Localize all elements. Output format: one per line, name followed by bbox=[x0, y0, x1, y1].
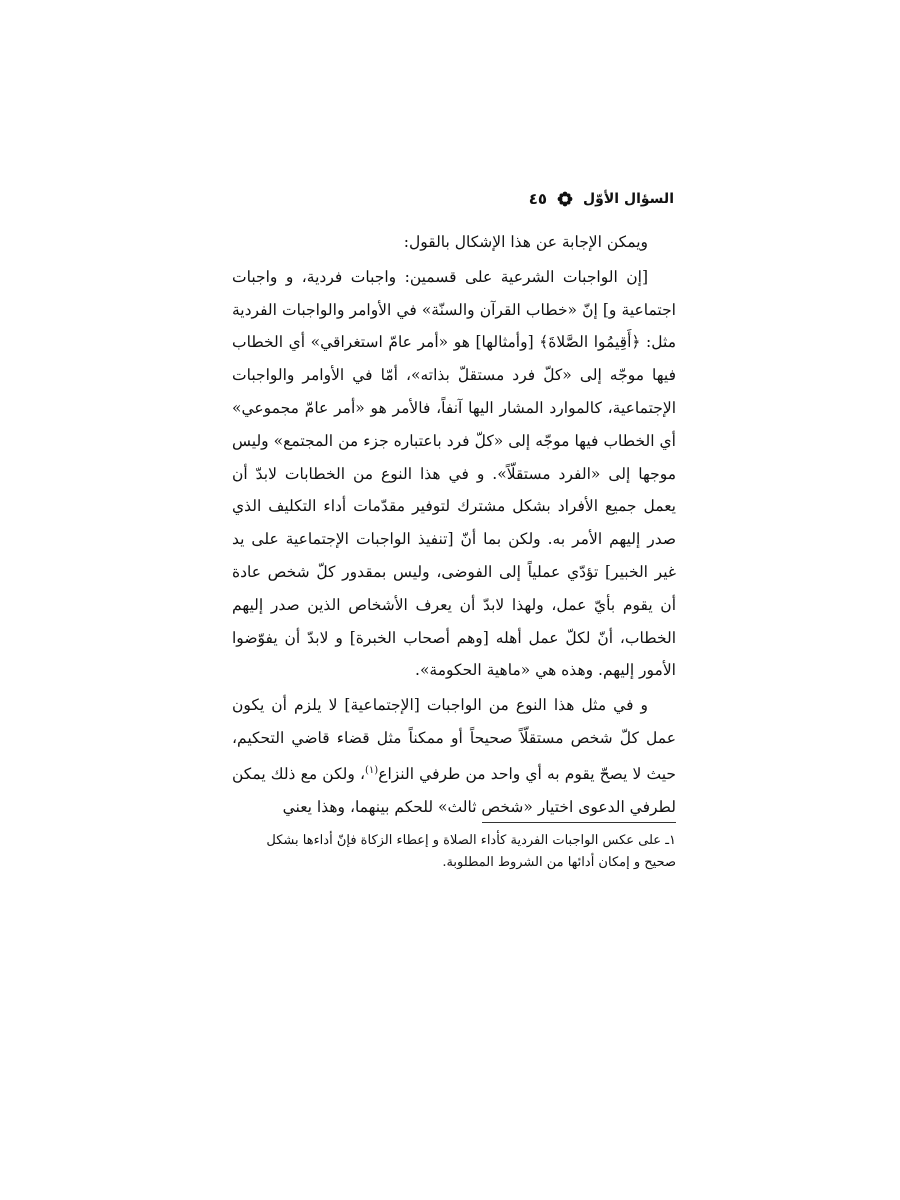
footnote-reference[interactable]: (١) bbox=[365, 764, 379, 776]
page-number: ٤٥ bbox=[528, 190, 548, 208]
paragraph-continuation-part-2: ، ولكن مع ذلك يمكن لطرفي الدعوى اختيار «شخص ثالث» للحكم بينهما، وهذا يعني bbox=[232, 764, 676, 816]
footnote-1: ١ـ على عكس الواجبات الفردية كأداء الصلاة و إعطاء الزكاة فإنّ أداءها بشكل صحيح و إمكان أدائها من الشروط المطلوبة. bbox=[266, 833, 676, 870]
flower-ornament-icon bbox=[557, 191, 573, 207]
running-header bbox=[232, 186, 674, 212]
footnote-divider bbox=[482, 822, 676, 823]
paragraph-main: [إن الواجبات الشرعية على قسمين: واجبات فردية، و واجبات اجتماعية و] إنّ «خطاب القرآن والسنّة» في الأوامر والواجبات الفردية مثل: ﴿أَقِيمُوا الصَّلاةَ﴾ [وأمثالها] هو «أمر عامّ استغراقي» أي الخطاب فيها موجّه إلى «كلّ فرد مستقلّ بذاته»، أمّا في الأوامر والواجبات الإجتماعية، كالموارد المشار اليها آنفاً، فالأمر هو «أمر عامّ مجموعي» أي الخطاب فيها موجّه إلى «كلّ فرد باعتباره جزء من المجتمع» وليس موجها إلى «الفرد مستقلّاً». و في هذا النوع من الخطابات لابدّ أن يعمل جميع الأفراد بشكل مشترك لتوفير مقدّمات أداء التكليف الذي صدر إليهم الأمر به. ولكن بما أنّ [تنفيذ الواجبات الإجتماعية على يد غير الخبير] تؤدّي عملياً إلى الفوضى، وليس بمقدور كلّ شخص عادة أن يقوم بأيّ عمل، ولهذا لابدّ أن يعرف الأشخاص الذين صدر إليهم الخطاب، أنّ لكلّ عمل أهله [وهم أصحاب الخبرة] و لابدّ أن يفوّضوا الأمور إليهم. وهذه هي «ماهية الحكومة». bbox=[232, 267, 676, 680]
footnotes bbox=[232, 830, 676, 874]
body-text bbox=[232, 226, 676, 824]
paragraph-intro: ويمكن الإجابة عن هذا الإشكال بالقول: bbox=[403, 233, 648, 251]
paragraph-continuation bbox=[232, 689, 676, 823]
chapter-title: السؤال الأوّل bbox=[583, 191, 674, 207]
paragraph-continuation-part-1: و في مثل هذا النوع من الواجبات [الإجتماعية] لا يلزم أن يكون عمل كلّ شخص مستقلّاً صحيحاً أو ممكناً مثل قضاء قاضي التحكيم، حيث لا يصحّ يقوم به أي واحد من طرفي النزاع bbox=[232, 696, 677, 783]
